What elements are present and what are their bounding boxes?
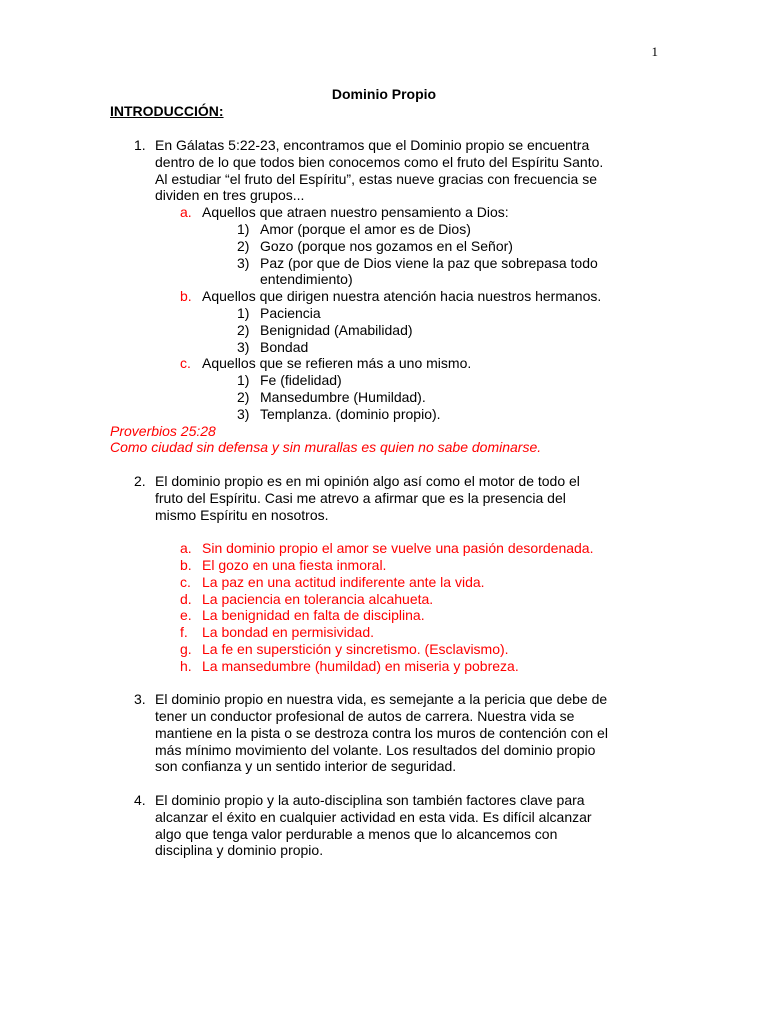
fruit-item <box>0 339 658 356</box>
consequence-item <box>0 624 658 641</box>
fruit-text: Paz (por que de Dios viene la paz que sobrepasa todo <box>260 254 598 271</box>
group-letter: b. <box>180 288 192 305</box>
consequence-letter: b. <box>180 556 192 573</box>
group-letter: a. <box>180 204 192 221</box>
paragraph-line: algo que tenga valor perdurable a menos que lo alcancemos con <box>155 825 558 842</box>
fruit-number: 3) <box>237 405 250 422</box>
fruit-text: Paciencia <box>260 304 321 321</box>
fruit-item <box>0 322 658 339</box>
list-item-1 <box>0 137 658 204</box>
fruit-item <box>0 406 658 423</box>
consequence-item <box>0 658 658 675</box>
consequence-item <box>0 540 658 557</box>
consequence-text: La mansedumbre (humildad) en miseria y pobreza. <box>202 657 519 674</box>
consequence-letter: c. <box>180 573 191 590</box>
paragraph-line: mantiene en la pista o se destroza contra los muros de contención con el <box>155 724 608 741</box>
paragraph-line: dividen en tres grupos... <box>155 187 305 204</box>
consequence-item <box>0 607 658 624</box>
list-number: 2. <box>134 472 146 489</box>
fruit-text: Mansedumbre (Humildad). <box>260 388 426 405</box>
proverb-reference: Proverbios 25:28 <box>110 422 216 439</box>
consequence-letter: a. <box>180 540 192 557</box>
consequence-text: Sin dominio propio el amor se vuelve una pasión desordenada. <box>202 540 594 557</box>
fruit-item <box>0 372 658 389</box>
consequence-text: La paz en una actitud indiferente ante la vida. <box>202 573 485 590</box>
paragraph-line: alcanzar el éxito en cualquier actividad en esta vida. Es difícil alcanzar <box>155 808 592 825</box>
fruit-text: entendimiento) <box>260 271 353 288</box>
consequence-text: La paciencia en tolerancia alcahueta. <box>202 590 434 607</box>
fruit-item <box>0 389 658 406</box>
list-number: 3. <box>134 691 146 708</box>
consequence-letter: d. <box>180 590 192 607</box>
consequence-item <box>0 574 658 591</box>
group-text: Aquellos que se refieren más a uno mismo. <box>202 355 472 372</box>
paragraph-line: mismo Espíritu en nosotros. <box>155 506 329 523</box>
page-title: Dominio Propio <box>331 86 437 102</box>
paragraph-line: tener un conductor profesional de autos de carrera. Nuestra vida se <box>155 708 575 725</box>
paragraph-line: Al estudiar “el fruto del Espíritu”, estas nueve gracias con frecuencia se <box>155 170 597 187</box>
fruit-item <box>0 255 658 289</box>
fruit-text: Templanza. (dominio propio). <box>260 405 441 422</box>
consequence-letter: h. <box>180 657 192 674</box>
fruit-item <box>0 238 658 255</box>
paragraph-line: En Gálatas 5:22-23, encontramos que el Dominio propio se encuentra <box>155 137 590 153</box>
paragraph-line: El dominio propio en nuestra vida, es semejante a la pericia que debe de <box>155 691 608 708</box>
fruit-number: 1) <box>237 304 250 321</box>
page-number: 1 <box>651 44 658 59</box>
fruit-number: 2) <box>237 237 250 254</box>
consequence-item <box>0 557 658 574</box>
paragraph-line: El dominio propio es en mi opinión algo así como el motor de todo el <box>155 472 580 489</box>
paragraph-line: disciplina y dominio propio. <box>155 842 324 859</box>
fruit-number: 1) <box>237 220 250 237</box>
fruit-text: Amor (porque el amor es de Dios) <box>260 220 471 237</box>
fruit-text: Fe (fidelidad) <box>260 372 342 389</box>
paragraph-line: más mínimo movimiento del volante. Los resultados del dominio propio <box>155 741 596 758</box>
paragraph-line: El dominio propio y la auto-disciplina son también factores clave para <box>155 792 585 809</box>
consequence-text: La bondad en permisividad. <box>202 624 375 641</box>
list-number: 4. <box>134 792 146 809</box>
document-body <box>0 137 768 859</box>
fruit-number: 3) <box>237 254 250 271</box>
fruit-number: 2) <box>237 388 250 405</box>
consequence-text: La fe en superstición y sincretismo. (Esclavismo). <box>202 640 509 657</box>
list-number: 1. <box>134 137 146 153</box>
fruit-text: Gozo (porque nos gozamos en el Señor) <box>260 237 513 254</box>
consequence-item <box>0 641 658 658</box>
group-letter: c. <box>180 355 191 372</box>
paragraph-line: dentro de lo que todos bien conocemos como el fruto del Espíritu Santo. <box>155 153 604 170</box>
consequence-text: La benignidad en falta de disciplina. <box>202 607 425 624</box>
fruit-text: Benignidad (Amabilidad) <box>260 321 413 338</box>
fruit-number: 3) <box>237 338 250 355</box>
group-c <box>0 355 658 372</box>
consequence-letter: e. <box>180 607 192 624</box>
list-item-2 <box>0 473 658 523</box>
consequence-letter: f. <box>180 624 188 641</box>
intro-heading: INTRODUCCIÓN: <box>110 103 224 119</box>
paragraph-line: fruto del Espíritu. Casi me atrevo a afirmar que es la presencia del <box>155 489 566 506</box>
consequence-text: El gozo en una fiesta inmoral. <box>202 556 387 573</box>
group-b <box>0 288 658 305</box>
fruit-number: 2) <box>237 321 250 338</box>
list-item-4 <box>0 792 658 859</box>
group-text: Aquellos que dirigen nuestra atención hacia nuestros hermanos. <box>202 288 602 305</box>
group-a <box>0 204 658 221</box>
fruit-item <box>0 305 658 322</box>
fruit-number: 1) <box>237 372 250 389</box>
consequence-letter: g. <box>180 640 192 657</box>
group-text: Aquellos que atraen nuestro pensamiento a Dios: <box>202 204 509 221</box>
paragraph-line: son confianza y un sentido interior de seguridad. <box>155 758 457 775</box>
proverb-text: Como ciudad sin defensa y sin murallas es quien no sabe dominarse. <box>110 439 542 456</box>
fruit-text: Bondad <box>260 338 309 355</box>
consequence-item <box>0 591 658 608</box>
fruit-item <box>0 221 658 238</box>
list-item-3 <box>0 691 658 775</box>
